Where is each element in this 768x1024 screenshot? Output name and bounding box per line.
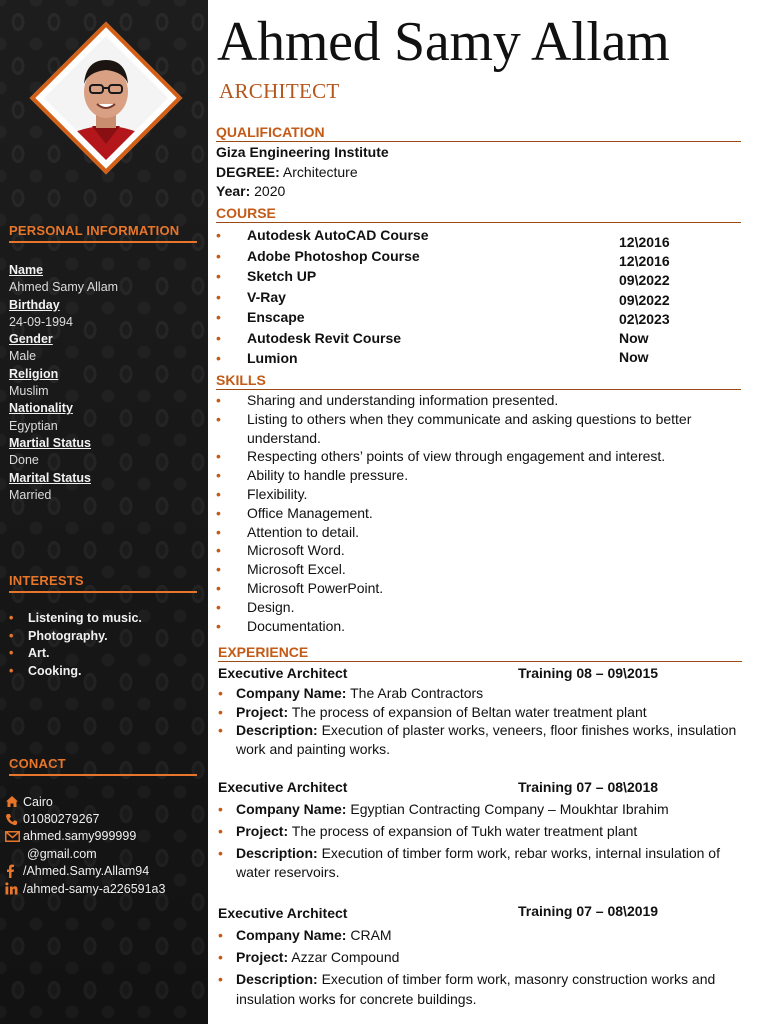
contact-email (5, 828, 165, 845)
course-date: 09\2022 (619, 291, 670, 308)
facebook-icon (5, 864, 23, 878)
bullet-icon: • (216, 309, 221, 326)
bullet-icon: • (216, 350, 221, 367)
bullet-icon: • (216, 579, 221, 596)
personal-info-list (9, 262, 199, 504)
company-value: The Arab Contractors (350, 685, 484, 701)
city-text: Cairo (23, 794, 53, 809)
description-value: Execution of timber form work, masonry construction works and insulation works for concrete buildings. (236, 971, 716, 1007)
bullet-icon: • (216, 448, 221, 465)
degree-label: DEGREE: (216, 163, 280, 180)
phone-text[interactable]: 01080279267 (23, 812, 100, 827)
description-label: Description: (236, 845, 318, 861)
bullet-icon: • (216, 329, 221, 346)
job-role: Executive Architect (218, 665, 348, 681)
gender-label: Gender (9, 332, 53, 347)
project-label: Project: (236, 949, 289, 965)
bullet-icon: • (218, 845, 223, 861)
name-label: Name (9, 263, 44, 277)
skill-text: Office Management. (247, 504, 373, 521)
course-name: Sketch UP (247, 268, 317, 285)
experience-details (218, 684, 748, 758)
description-value: Execution of timber form work, rebar works, internal insulation of water reservoirs. (236, 845, 720, 880)
candidate-role: ARCHITECT (219, 79, 340, 103)
nationality-label: Nationality (9, 401, 73, 416)
list-item (218, 925, 748, 946)
course-date: Now (619, 330, 649, 347)
interests-list (9, 610, 142, 680)
bullet-icon: • (218, 722, 223, 738)
bullet-icon: • (9, 663, 14, 678)
email-text-line2[interactable]: @gmail.com (27, 846, 97, 861)
skill-text: Microsoft Excel. (247, 561, 346, 578)
contact-list (5, 793, 165, 897)
interest-text: Art. (28, 646, 50, 660)
course-heading: COURSE (216, 205, 741, 223)
company-value: CRAM (350, 927, 392, 943)
interests-heading: INTERESTS (9, 573, 197, 593)
bullet-icon: • (216, 227, 221, 244)
list-item (218, 844, 748, 882)
list-item (218, 820, 748, 842)
bullet-icon: • (218, 703, 223, 720)
marital-status-label: Marital Status (9, 470, 91, 485)
contact-city (5, 793, 165, 810)
list-item (216, 504, 746, 523)
experience-entry (218, 779, 748, 882)
list-item (216, 560, 746, 579)
contact-email-cont (5, 845, 165, 862)
job-role: Executive Architect (218, 905, 348, 921)
skill-text: Ability to handle pressure. (247, 467, 409, 484)
list-item (216, 598, 746, 617)
qualification-block (216, 143, 389, 202)
contact-facebook (5, 863, 165, 880)
project-value: Azzar Compound (291, 949, 400, 965)
bullet-icon: • (216, 561, 221, 578)
experience-header (218, 903, 748, 925)
skills-list (216, 391, 746, 635)
martial-status-label: Martial Status (9, 435, 91, 450)
course-name: Autodesk Revit Course (247, 329, 402, 346)
list-item (216, 485, 746, 504)
experience-details (218, 925, 748, 1009)
course-dates (619, 233, 670, 367)
company-value: Egyptian Contracting Company – Moukhtar Ibrahim (350, 801, 669, 817)
bullet-icon: • (9, 628, 14, 643)
bullet-icon: • (9, 611, 14, 625)
description-label: Description: (236, 971, 318, 987)
interest-text: Photography. (28, 628, 108, 643)
list-item (216, 447, 746, 466)
name-value: Ahmed Samy Allam (9, 280, 119, 295)
bullet-icon: • (216, 617, 221, 634)
list-item (218, 969, 748, 1009)
personal-info-heading: PERSONAL INFORMATION (9, 223, 197, 243)
skill-text: Design. (247, 598, 295, 615)
list-item (218, 703, 748, 722)
bullet-icon: • (216, 247, 221, 264)
description-value: Execution of plaster works, veneers, floor finishes works, insulation work and painting works. (236, 722, 737, 757)
bullet-icon: • (218, 927, 223, 943)
bullet-icon: • (218, 823, 223, 839)
job-period: Training 07 – 08\2018 (518, 779, 659, 795)
skill-text: Documentation. (247, 617, 346, 634)
contact-linkedin (5, 880, 165, 897)
project-value: The process of expansion of Tukh water treatment plant (291, 823, 638, 839)
email-icon (5, 829, 23, 843)
institute-name: Giza Engineering Institute (216, 144, 389, 160)
gender-value: Male (9, 349, 37, 364)
birthday-label: Birthday (9, 297, 60, 312)
bullet-icon: • (216, 268, 221, 285)
course-date: 09\2022 (619, 272, 670, 289)
bullet-icon: • (216, 485, 221, 502)
experience-details (218, 798, 748, 882)
list-item (9, 610, 142, 628)
religion-value: Muslim (9, 384, 49, 399)
job-role: Executive Architect (218, 779, 348, 795)
list-item (218, 946, 748, 968)
year-label: Year: (216, 183, 251, 199)
interest-text: Listening to music. (28, 611, 142, 625)
birthday-value: 24-09-1994 (9, 314, 73, 329)
list-item (9, 645, 142, 663)
bullet-icon: • (218, 949, 223, 965)
project-label: Project: (236, 823, 289, 839)
course-name: V-Ray (247, 288, 286, 305)
bullet-icon: • (9, 646, 14, 660)
list-item (216, 466, 746, 485)
bullet-icon: • (216, 542, 221, 559)
phone-icon (5, 812, 23, 826)
course-date: 12\2016 (619, 234, 670, 250)
home-icon (5, 795, 23, 809)
contact-heading: CONACT (9, 756, 197, 776)
bullet-icon: • (218, 685, 223, 701)
email-text-line1[interactable]: ahmed.samy999999 (23, 829, 137, 844)
bullet-icon: • (216, 410, 221, 427)
experience-header (218, 779, 748, 798)
bullet-icon: • (216, 598, 221, 615)
candidate-name: Ahmed Samy Allam (217, 11, 670, 73)
course-date: Now (619, 349, 649, 366)
company-label: Company Name: (236, 801, 347, 817)
martial-status-value: Done (9, 453, 39, 468)
skill-text: Listing to others when they communicate and asking questions to better understand. (247, 410, 692, 446)
experience-entry (218, 903, 748, 1009)
list-item (218, 798, 748, 820)
skills-heading: SKILLS (216, 372, 741, 390)
list-item (9, 663, 142, 681)
list-item (216, 617, 746, 636)
course-name: Autodesk AutoCAD Course (247, 227, 429, 244)
list-item (216, 523, 746, 542)
course-name: Adobe Photoshop Course (247, 247, 420, 264)
list-item (216, 410, 746, 448)
project-label: Project: (236, 703, 289, 720)
list-item (9, 628, 142, 646)
experience-header (218, 665, 748, 684)
experience-heading: EXPERIENCE (218, 644, 742, 662)
nationality-value: Egyptian (9, 418, 58, 433)
bullet-icon: • (216, 467, 221, 484)
skill-text: Sharing and understanding information presented. (247, 392, 559, 408)
skill-text: Flexibility. (247, 485, 308, 502)
list-item (218, 684, 748, 703)
bullet-icon: • (218, 801, 223, 817)
linkedin-icon (5, 882, 23, 896)
bullet-icon: • (218, 971, 223, 987)
company-label: Company Name: (236, 927, 347, 943)
qualification-heading: QUALIFICATION (216, 124, 741, 142)
skill-text: Microsoft PowerPoint. (247, 579, 384, 596)
sidebar (0, 0, 208, 1024)
project-value: The process of expansion of Beltan water treatment plant (291, 703, 647, 720)
course-name: Lumion (247, 350, 298, 367)
list-item (216, 541, 746, 560)
bullet-icon: • (216, 288, 221, 305)
skill-text: Attention to detail. (247, 523, 360, 540)
company-label: Company Name: (236, 685, 347, 701)
bullet-icon: • (216, 523, 221, 540)
course-name: Enscape (247, 309, 305, 326)
bullet-icon: • (216, 392, 221, 408)
course-date: 02\2023 (619, 310, 670, 327)
bullet-icon: • (216, 504, 221, 521)
contact-phone (5, 810, 165, 827)
marital-status-value: Married (9, 487, 52, 502)
list-item (216, 579, 746, 598)
list-item (216, 391, 746, 410)
job-period: Training 08 – 09\2015 (518, 665, 659, 681)
avatar (30, 22, 182, 174)
job-period: Training 07 – 08\2019 (518, 903, 659, 919)
interest-text: Cooking. (28, 663, 82, 678)
experience-entry (218, 665, 748, 758)
profile-photo (30, 22, 182, 174)
skill-text: Respecting others’ points of view through engagement and interest. (247, 448, 666, 465)
religion-label: Religion (9, 366, 59, 381)
degree-value: Architecture (282, 163, 358, 180)
skill-text: Microsoft Word. (247, 542, 345, 559)
facebook-text[interactable]: /Ahmed.Samy.Allam94 (23, 864, 150, 879)
year-value: 2020 (254, 183, 286, 199)
description-label: Description: (236, 722, 318, 738)
course-date: 12\2016 (619, 253, 670, 270)
list-item (218, 721, 748, 758)
linkedin-text[interactable]: /ahmed-samy-a226591a3 (23, 881, 166, 896)
